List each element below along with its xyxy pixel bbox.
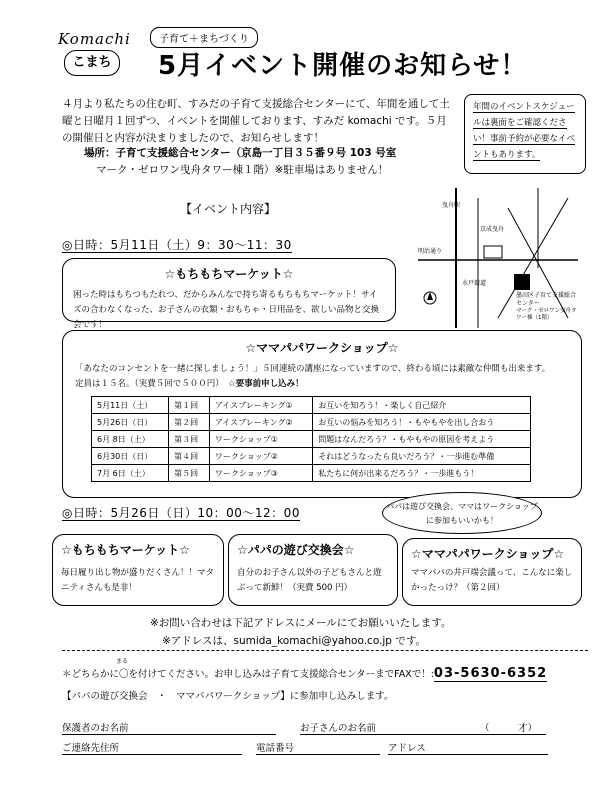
schedule-cell: 私たちに何が出来るだろう？・一歩進もう！ (313, 465, 531, 482)
schedule-cell: 第４回 (169, 448, 210, 465)
day1-workshop-text-1: 「あなたのコンセントを一緒に探しましょう！」５回連続の講座になっていますので、終わる頃には素敵な仲間も出来ます。 (75, 364, 551, 374)
schedule-cell: 第２回 (169, 414, 210, 431)
day2-market-text: 毎日履り出し物が盛りだくさん！！マタニティさんも是非！ (61, 568, 215, 593)
workshop-reservation: ☆要事前申し込み！ (228, 379, 304, 389)
map-label-meiji: 明治通り (418, 248, 443, 255)
day2-market-title: ☆もちもちマーケット☆ (61, 543, 190, 557)
access-map (418, 188, 578, 328)
schedule-cell: ワークショップ③ (209, 465, 312, 482)
day1-market-title: ☆もちもちマーケット☆ (164, 267, 294, 281)
day2-workshop-card (402, 538, 582, 606)
day1-workshop-text-2 (75, 377, 569, 392)
place-line-2: マーク・ゼロワン曳舟タワー棟１階）※駐車場はありません！ (96, 164, 389, 176)
page-title: 5月イベント開催のお知らせ！ (158, 51, 528, 81)
day1-date (62, 236, 292, 253)
day2-workshop-text: ママパパの井戸端会議って、こんなに楽しかったっけ？（第２回） (411, 568, 573, 593)
workshop-schedule-table (91, 396, 531, 482)
day1-workshop-card (62, 330, 582, 498)
place-line-1: 場所：子育て支援総合センター（京島一丁目３５番９号 103 号室 (84, 147, 397, 159)
schedule-cell: お互いの悩みを知ろう！・もやもやを出し合おう (313, 414, 531, 431)
day2-papa-title: ☆パパの遊び交換会☆ (237, 543, 355, 557)
day2-date (62, 504, 300, 521)
day1-date-text: ◎日時：5月11日（土）9：30〜11：30 (62, 238, 292, 252)
schedule-row (92, 397, 531, 414)
schedule-cell: アイスブレーキング① (209, 397, 312, 414)
contact-info (150, 614, 451, 650)
schedule-cell: ワークショップ① (209, 431, 312, 448)
schedule-cell: 5月11日（土） (92, 397, 169, 414)
day2-date-text: ◎日時：5月26日（日）10：00〜12：00 (62, 506, 300, 520)
schedule-cell: 6月30日（日） (92, 448, 169, 465)
contact-address-field[interactable]: ご連絡先住所 (62, 740, 242, 755)
schedule-cell: ワークショップ② (209, 448, 312, 465)
map-label-tower: マーク・ゼロワン曳舟タワー棟（1階） (516, 308, 577, 321)
schedule-cell: 第１回 (169, 397, 210, 414)
fax-number: 03-5630-6352 (433, 666, 548, 681)
logo-script: Komachi (58, 30, 131, 48)
schedule-row (92, 431, 531, 448)
phone-field[interactable]: 電話番号 (256, 740, 380, 755)
day1-workshop-title: ☆ママパパワークショップ☆ (245, 341, 399, 355)
form-note-text: ＊どちらかに〇を付けてください。お申し込みは子育て支援総合センターまでFAXで！: (62, 669, 434, 680)
schedule-cell: 7月 6日（土） (92, 465, 169, 482)
map-label-keisei: 京成曳舟 (480, 226, 505, 233)
schedule-cell: 第５回 (169, 465, 210, 482)
contact-line-2: ※アドレスは、sumida_komachi@yahoo.co.jp です。 (162, 635, 426, 647)
schedule-row (92, 414, 531, 431)
contact-line-1: ※お問い合わせは下記アドレスにメールにてお願いいたします。 (150, 617, 452, 629)
workshop-capacity: 定員は１５名。（実費５回で５００円） (75, 379, 220, 389)
schedule-note-box (464, 94, 586, 174)
child-name-field[interactable]: お子さんのお名前 (300, 720, 480, 735)
place-info (84, 145, 484, 179)
intro-text: ４月より私たちの住む町、すみだの子育て支援総合センターにて、年間を通して土曜と日曜月１回ずつ、イベントを開催しております、すみだ komachi です。５月の開催日と内容が決まりましたので、お知らせします！ (62, 98, 450, 144)
guardian-name-field[interactable]: 保護者のお名前 (62, 720, 276, 735)
schedule-cell: 第３回 (169, 431, 210, 448)
section-heading: 【イベント内容】 (180, 202, 277, 216)
schedule-note-text: 年間のイベントスケジュールは裏面をご確認ください！事前予約が必要なイベントもあります。 (473, 102, 576, 160)
day2-workshop-title: ☆ママパパワークショップ☆ (411, 547, 565, 561)
schedule-row (92, 465, 531, 482)
ruby-text: まる (116, 658, 129, 665)
email-address-field[interactable]: アドレス (388, 740, 548, 755)
speech-bubble: パパは遊び交換会、ママはワークショップに参加もいいかも！ (382, 492, 542, 534)
day1-market-text: 困った時はもちつもたれつ、だからみんなで持ち寄るもちもちマーケット！サイズの合わなくなった、お子さんの衣類・おもちゃ・日用品を、欲しい品物と交換会です！ (73, 290, 380, 330)
child-age-field[interactable]: （ 才） (480, 720, 546, 735)
center-marker (514, 274, 530, 290)
schedule-cell: アイスブレーキング② (209, 414, 312, 431)
day2-papa-card (228, 534, 398, 606)
form-note (62, 666, 547, 681)
schedule-cell: それはどうなったら良いだろう？・一歩進む準備 (313, 448, 531, 465)
day2-papa-text: 自分のお子さん以外の子どもさんと遊ぶって新鮮！（実費 500 円） (237, 568, 382, 593)
schedule-cell: 6月 8日（土） (92, 431, 169, 448)
header-tag: 子育て＋まちづくり (150, 27, 258, 48)
form-options: 【パパの遊び交換会 ・ ママパパワークショップ】に参加申し込みします。 (62, 691, 394, 702)
schedule-cell: 問題はなんだろう？・もやもやの原因を考えよう (313, 431, 531, 448)
logo-box: こまち (64, 50, 120, 76)
cut-line (62, 650, 588, 651)
schedule-row (92, 448, 531, 465)
day2-market-card (52, 534, 224, 606)
day1-market-card (62, 258, 396, 330)
map-label-station: 曳舟駅 (442, 202, 461, 209)
schedule-cell: 5月26日（日） (92, 414, 169, 431)
map-label-center: 墨田区子育て支援総合センター (516, 292, 577, 307)
schedule-cell: お互いを知ろう！・楽しく自己紹介 (313, 397, 531, 414)
map-label-mito: 水戸街道 (462, 280, 487, 287)
